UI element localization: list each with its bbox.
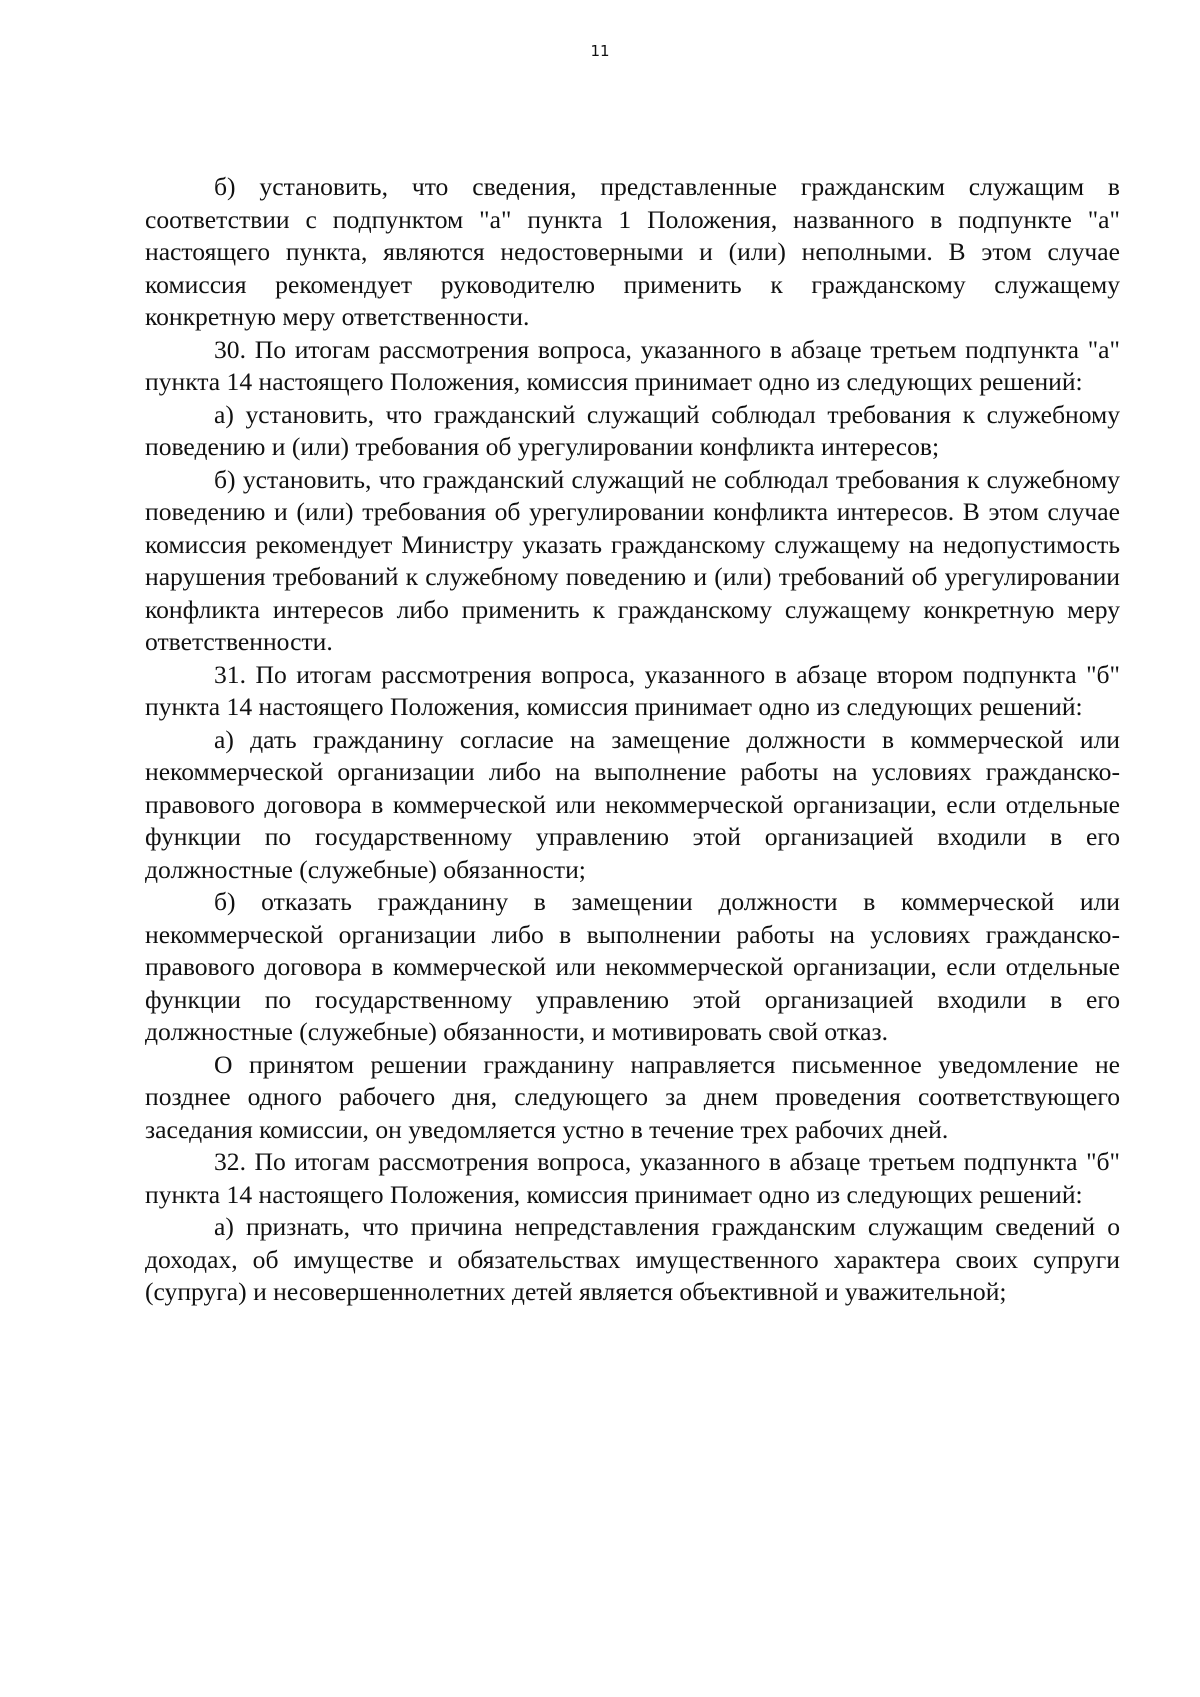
paragraph-item-31: 31. По итогам рассмотрения вопроса, указанного в абзаце втором подпункта "б" пункта 14 настоящего Положения, комиссия принимает одно из следующих решений: — [145, 659, 1120, 721]
paragraph-31-notice: О принятом решении гражданину направляется письменное уведомление не позднее одного рабочего дня, следующего за днем проведения соответствующего заседания комиссии, он уведомляется устно в течение трех рабочих дней. — [145, 1049, 1120, 1144]
paragraph-30-b: б) установить, что гражданский служащий не соблюдал требования к служебному поведению и (или) требования об урегулировании конфликта интересов. В этом случае комиссия рекомендует Министру указать гражданскому служащему на недопустимость нарушения требований к служебному поведению и (или) требований об урегулировании конфликта интересов либо применить к гражданскому служащему конкретную меру ответственности. — [145, 464, 1120, 656]
paragraph-item-32: 32. По итогам рассмотрения вопроса, указанного в абзаце третьем подпункта "б" пункта 14 настоящего Положения, комиссия принимает одно из следующих решений: — [145, 1147, 1120, 1209]
document-body — [145, 171, 1120, 1309]
paragraph-30-a: а) установить, что гражданский служащий соблюдал требования к служебному поведению и (или) требования об урегулировании конфликта интересов; — [145, 399, 1120, 461]
paragraph-b-unreliable-info: б) установить, что сведения, представленные гражданским служащим в соответствии с подпунктом "а" пункта 1 Положения, названного в подпункте "а" настоящего пункта, являются недостоверными и (или) неполными. В этом случае комиссия рекомендует руководителю применить к гражданскому служащему конкретную меру ответственности. — [145, 172, 1120, 331]
paragraph-31-a: а) дать гражданину согласие на замещение должности в коммерческой или некоммерческой организации либо на выполнение работы на условиях гражданско-правового договора в коммерческой или некоммерческой организации, если отдельные функции по государственному управлению этой организацией входили в его должностные (служебные) обязанности; — [145, 724, 1120, 884]
paragraph-item-30: 30. По итогам рассмотрения вопроса, указанного в абзаце третьем подпункта "а" пункта 14 настоящего Положения, комиссия принимает одно из следующих решений: — [145, 334, 1120, 396]
page-number: 11 — [590, 42, 610, 60]
paragraph-31-b: б) отказать гражданину в замещении должности в коммерческой или некоммерческой организации либо в выполнении работы на условиях гражданско-правового договора в коммерческой или некоммерческой организации, если отдельные функции по государственному управлению этой организацией входили в его должностные (служебные) обязанности, и мотивировать свой отказ. — [145, 887, 1120, 1046]
paragraph-32-a: а) признать, что причина непредставления гражданским служащим сведений о доходах, об имуществе и обязательствах имущественного характера своих супруги (супруга) и несовершеннолетних детей является объективной и уважительной; — [145, 1212, 1120, 1306]
